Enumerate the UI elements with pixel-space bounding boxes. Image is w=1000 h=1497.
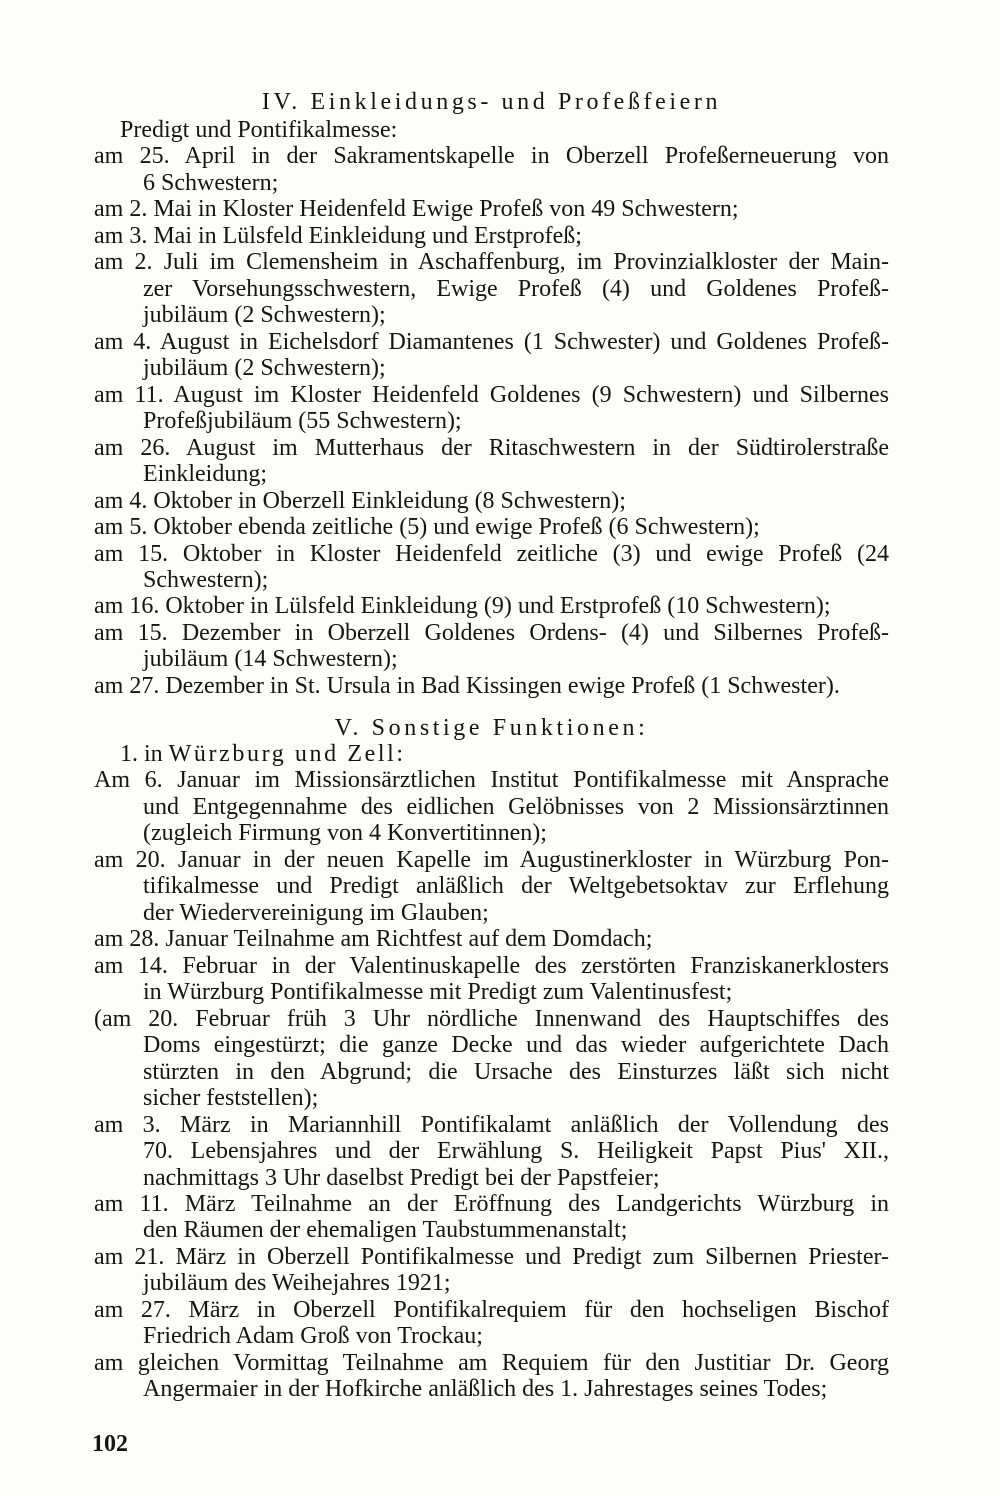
section-iv-heading: IV. Einkleidungs- und Profeßfeiern: [261, 89, 722, 115]
entry: [94, 143, 889, 196]
entry: [94, 926, 889, 952]
entry-line: sicher feststellen);: [143, 1085, 319, 1112]
entry-line: jubiläum (14 Schwestern);: [143, 646, 398, 673]
entry: [94, 541, 889, 594]
entry-line: Schwestern);: [143, 566, 269, 593]
page-number: 102: [92, 1431, 128, 1457]
entry-line: Profeßjubiläum (55 Schwestern);: [143, 408, 462, 435]
entry-line: am 3. Mai in Lülsfeld Einkleidung und Erstprofeß;: [94, 222, 582, 249]
entry: [94, 514, 889, 540]
entry: [94, 329, 889, 382]
entry-line: und Entgegennahme des eidlichen Gelöbnisses von 2 Missionsärztinnen: [143, 793, 889, 820]
entry-line: (zugleich Firmung von 4 Konvertitinnen);: [143, 820, 547, 847]
entry-line: am 27. Dezember in St. Ursula in Bad Kissingen ewige Profeß (1 Schwester).: [94, 672, 840, 699]
entry-line: am 16. Oktober in Lülsfeld Einkleidung (9) und Erstprofeß (10 Schwestern);: [94, 593, 831, 620]
entry-line: am 3. März in Mariannhill Pontifikalamt anläßlich der Vollendung des: [94, 1111, 889, 1138]
entry-line: Angermaier in der Hofkirche anläßlich des 1. Jahrestages seines Todes;: [143, 1376, 828, 1403]
entry: [94, 767, 889, 846]
entry: [94, 1244, 889, 1297]
entry-line: am 4. Oktober in Oberzell Einkleidung (8 Schwestern);: [94, 487, 626, 514]
section-iv: [94, 117, 889, 699]
entry-line: Doms eingestürzt; die ganze Decke und das wieder aufgerichtete Dach: [143, 1032, 889, 1059]
entry-line: zer Vorsehungsschwestern, Ewige Profeß (4) und Goldenes Profeß-: [143, 275, 889, 302]
section-iv-intro: Predigt und Pontifikalmesse:: [120, 117, 398, 143]
subheading-place: Würzburg und Zell:: [168, 741, 406, 767]
entry: [94, 488, 889, 514]
entry-line: am 5. Oktober ebenda zeitliche (5) und ewige Profeß (6 Schwestern);: [94, 514, 760, 541]
entry-line: am 11. März Teilnahme an der Eröffnung des Landgerichts Würzburg in: [94, 1190, 889, 1217]
entry-line: am 21. März in Oberzell Pontifikalmesse und Predigt zum Silbernen Priester-: [94, 1243, 889, 1270]
entry: [94, 1350, 889, 1403]
entry-line: am 11. August im Kloster Heidenfeld Goldenes (9 Schwestern) und Silbernes: [94, 381, 889, 408]
entry: [94, 1112, 889, 1191]
entry: [94, 249, 889, 328]
section-v-heading-block: [94, 715, 889, 741]
entry-line: nachmittags 3 Uhr daselbst Predigt bei der Papstfeier;: [143, 1164, 660, 1191]
entry: [94, 223, 889, 249]
entry-line: am 26. August im Mutterhaus der Ritaschwestern in der Südtirolerstraße: [94, 434, 889, 461]
entry-line: stürzten in den Abgrund; die Ursache des Einsturzes läßt sich nicht: [143, 1058, 889, 1085]
entry-line: am 15. Dezember in Oberzell Goldenes Ordens- (4) und Silbernes Profeß-: [94, 619, 889, 646]
entry-line: in Würzburg Pontifikalmesse mit Predigt zum Valentinusfest;: [143, 979, 733, 1006]
entry-line: Friedrich Adam Groß von Trockau;: [143, 1323, 483, 1350]
entry: [94, 435, 889, 488]
entry-line: am 25. April in der Sakramentskapelle in Oberzell Profeßerneuerung von: [94, 143, 889, 170]
entry-line: am gleichen Vormittag Teilnahme am Requiem für den Justitiar Dr. Georg: [94, 1349, 889, 1376]
entry-line: tifikalmesse und Predigt anläßlich der Weltgebetsoktav zur Erflehung: [143, 873, 889, 900]
entry-line: am 2. Juli im Clemensheim in Aschaffenburg, im Provinzialkloster der Main-: [94, 249, 889, 276]
entry: [94, 1006, 889, 1112]
section-v-heading: V. Sonstige Funktionen:: [334, 715, 649, 741]
entry-line: Am 6. Januar im Missionsärztlichen Institut Pontifikalmesse mit Ansprache: [94, 767, 889, 794]
entry: [94, 953, 889, 1006]
entry: [94, 1191, 889, 1244]
section-v-entries: [94, 767, 889, 1402]
entry-line: am 15. Oktober in Kloster Heidenfeld zeitliche (3) und ewige Profeß (24: [94, 540, 889, 567]
entry: [94, 1297, 889, 1350]
entry: [94, 620, 889, 673]
entry-line: am 14. Februar in der Valentinuskapelle des zerstörten Franziskanerklosters: [94, 952, 889, 979]
subheading-prefix: 1. in: [120, 741, 163, 767]
entry: [94, 593, 889, 619]
section-iv-heading-block: [94, 89, 889, 115]
entry-line: (am 20. Februar früh 3 Uhr nördliche Innenwand des Hauptschiffes des: [94, 1005, 889, 1032]
entry-line: am 2. Mai in Kloster Heidenfeld Ewige Profeß von 49 Schwestern;: [94, 196, 739, 223]
entry-line: Einkleidung;: [143, 461, 267, 488]
entry: [94, 673, 889, 699]
entry: [94, 847, 889, 926]
entry-line: 70. Lebensjahres und der Erwählung S. Heiligkeit Papst Pius' XII.,: [143, 1138, 889, 1165]
section-iv-entries: [94, 143, 889, 699]
entry-line: den Räumen der ehemaligen Taubstummenanstalt;: [143, 1217, 628, 1244]
entry-line: jubiläum des Weihejahres 1921;: [143, 1270, 451, 1297]
entry-line: am 27. März in Oberzell Pontifikalrequiem für den hochseligen Bischof: [94, 1296, 889, 1323]
entry-line: der Wiedervereinigung im Glauben;: [143, 899, 489, 926]
entry-line: am 20. Januar in der neuen Kapelle im Augustinerkloster in Würzburg Pon-: [94, 846, 889, 873]
entry-line: am 28. Januar Teilnahme am Richtfest auf dem Domdach;: [94, 926, 653, 953]
entry-line: jubiläum (2 Schwestern);: [143, 355, 386, 382]
entry: [94, 196, 889, 222]
entry-line: 6 Schwestern;: [143, 169, 279, 196]
entry-line: jubiläum (2 Schwestern);: [143, 302, 386, 329]
entry: [94, 382, 889, 435]
subheading: [120, 741, 889, 767]
section-v: [94, 741, 889, 1403]
entry-line: am 4. August in Eichelsdorf Diamantenes (1 Schwester) und Goldenes Profeß-: [94, 328, 889, 355]
